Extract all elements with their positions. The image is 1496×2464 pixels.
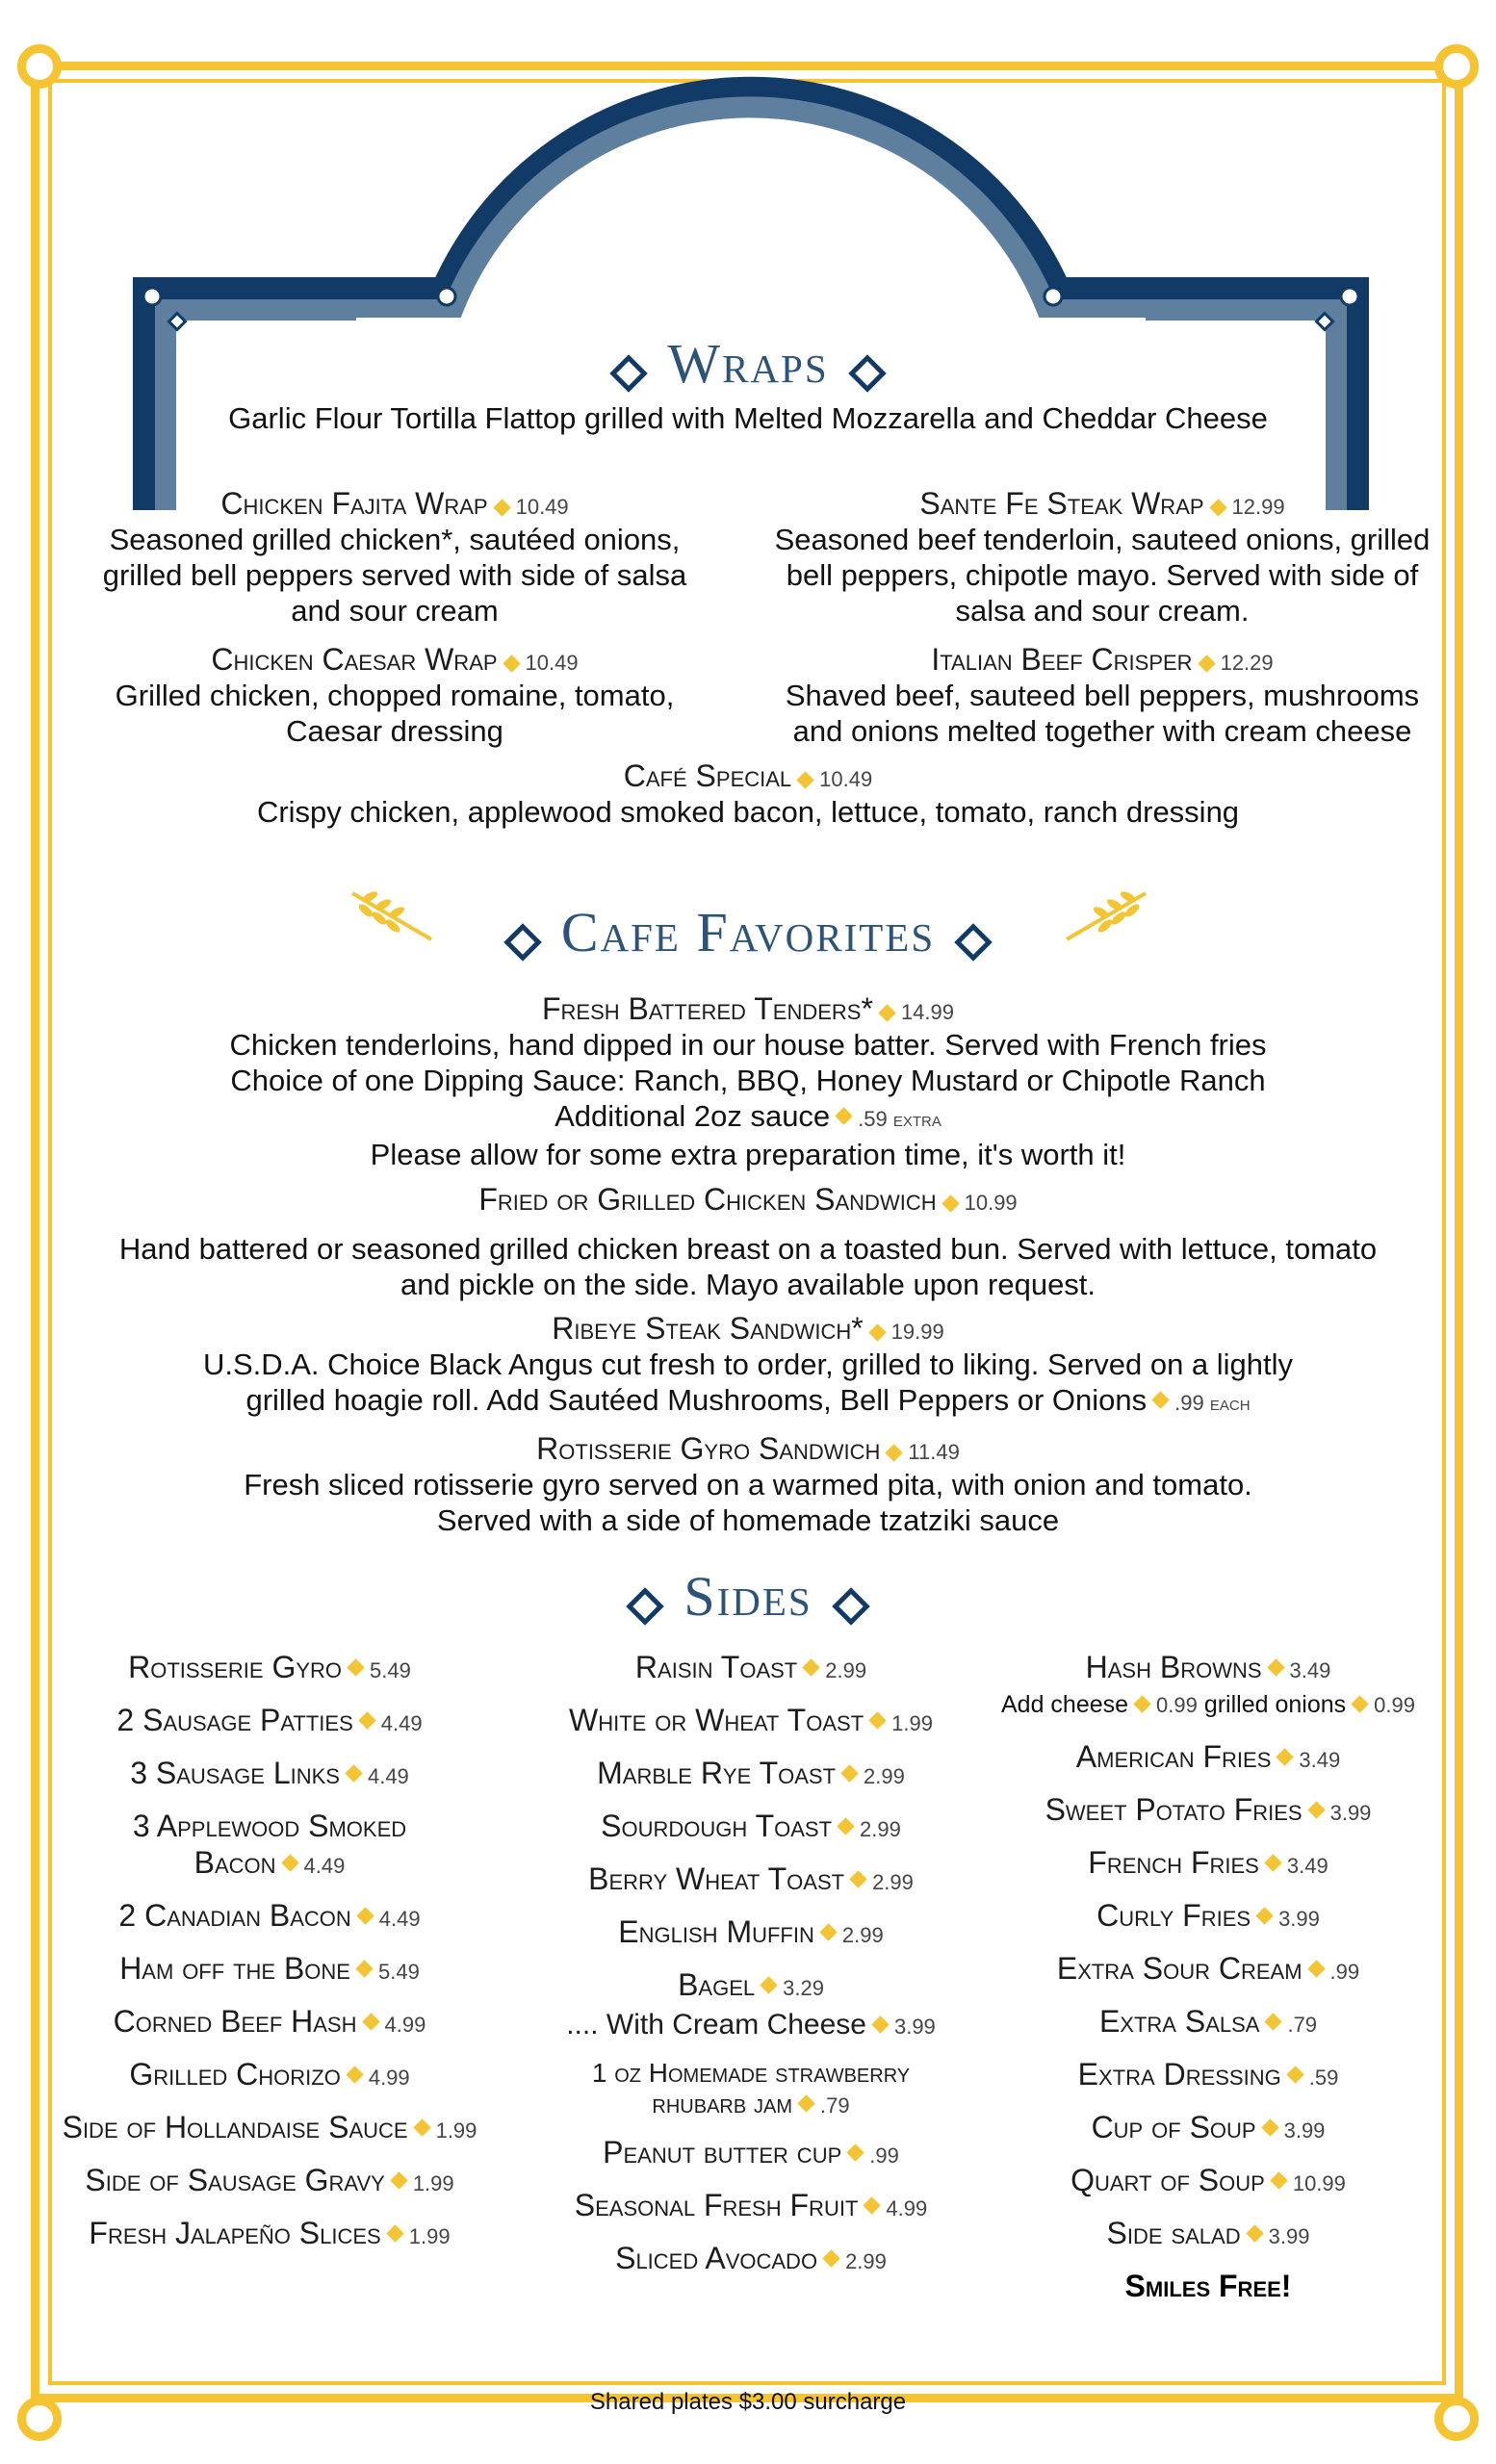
item-price: 11.49 bbox=[908, 1440, 960, 1464]
item-price: .59 extra bbox=[858, 1107, 941, 1131]
diamond-icon bbox=[797, 2094, 814, 2112]
sides-column-2 bbox=[539, 1649, 963, 2293]
diamond-icon bbox=[355, 1960, 373, 1977]
item-name: Sante Fe Steak Wrap bbox=[919, 486, 1204, 521]
list-item: Marble Rye Toast 2.99 bbox=[597, 1756, 905, 1790]
menu-item bbox=[0, 758, 1496, 830]
item-price: 10.99 bbox=[964, 1191, 1018, 1215]
item-name: Café Special bbox=[623, 758, 792, 793]
diamond-icon bbox=[941, 1195, 959, 1213]
sides-column-3 bbox=[972, 1649, 1444, 2317]
list-item: Grilled Chorizo 4.99 bbox=[129, 2057, 410, 2092]
list-item: Rotisserie Gyro 5.49 bbox=[128, 1650, 411, 1684]
diamond-icon bbox=[871, 2015, 889, 2033]
list-item: 2 Canadian Bacon 4.49 bbox=[118, 1898, 421, 1933]
item-description: Please allow for some extra preparation time, it's worth it! bbox=[370, 1138, 1126, 1171]
diamond-icon bbox=[1264, 1854, 1281, 1871]
list-item: .... With Cream Cheese 3.99 bbox=[566, 2009, 936, 2040]
diamond-icon bbox=[848, 355, 887, 394]
list-item: Extra Sour Cream .99 bbox=[1056, 1951, 1360, 1986]
diamond-icon bbox=[837, 1817, 854, 1835]
list-item: Sweet Potato Fries 3.99 bbox=[1045, 1792, 1372, 1827]
diamond-icon bbox=[356, 1907, 374, 1924]
item-price: 10.49 bbox=[819, 767, 873, 791]
list-item: American Fries 3.49 bbox=[1075, 1739, 1341, 1774]
diamond-icon bbox=[358, 1711, 375, 1729]
diamond-icon bbox=[832, 1588, 870, 1627]
diamond-icon bbox=[1151, 1392, 1169, 1409]
hash-browns-addons: Add cheese 0.99 grilled onions 0.99 bbox=[1001, 1691, 1415, 1718]
diamond-icon bbox=[1255, 1907, 1273, 1924]
diamond-icon bbox=[822, 2249, 839, 2267]
list-item: 1 oz Homemade strawberry rhubarb jam .79 bbox=[591, 2058, 911, 2118]
list-item: 2 Sausage Patties 4.49 bbox=[116, 1703, 423, 1737]
item-price: 10.49 bbox=[525, 651, 579, 675]
item-price: 14.99 bbox=[900, 1000, 954, 1024]
list-item: Fresh Jalapeño Slices 1.99 bbox=[89, 2216, 451, 2250]
wraps-subtitle: Garlic Flour Tortilla Flattop grilled with Melted Mozzarella and Cheddar Cheese bbox=[228, 401, 1268, 435]
diamond-icon bbox=[1198, 655, 1215, 673]
item-name: Italian Beef Crisper bbox=[931, 642, 1193, 677]
diamond-icon bbox=[281, 1854, 298, 1871]
item-description: Crispy chicken, applewood smoked bacon, lettuce, tomato, ranch dressing bbox=[256, 795, 1240, 829]
list-item: Peanut butter cup .99 bbox=[603, 2135, 899, 2169]
item-name: Fried or Grilled Chicken Sandwich bbox=[478, 1182, 937, 1217]
smiles-free-note: Smiles Free! bbox=[1124, 2269, 1292, 2303]
item-description: Served with a side of homemade tzatziki sauce bbox=[436, 1503, 1060, 1537]
sides-column-1 bbox=[58, 1649, 481, 2268]
diamond-icon bbox=[760, 1976, 777, 1993]
menu-item bbox=[761, 642, 1444, 749]
diamond-icon bbox=[1351, 1695, 1368, 1712]
diamond-icon bbox=[386, 2224, 403, 2242]
diamond-icon bbox=[503, 655, 520, 673]
list-item: 3 Sausage Links 4.49 bbox=[130, 1756, 409, 1790]
item-description: Shaved beef, sauteed bell peppers, mushrooms and onions melted together with cream cheese bbox=[785, 679, 1420, 748]
list-item: Hash Browns 3.49 bbox=[1085, 1650, 1331, 1684]
list-item: Cup of Soup 3.99 bbox=[1091, 2110, 1326, 2144]
list-item: 3 Applewood Smoked Bacon 4.49 bbox=[132, 1809, 407, 1880]
list-item: Berry Wheat Toast 2.99 bbox=[588, 1861, 914, 1896]
sides-heading: Sides bbox=[0, 1564, 1496, 1630]
diamond-icon bbox=[954, 924, 993, 962]
diamond-icon bbox=[1265, 2013, 1282, 2030]
diamond-icon bbox=[796, 772, 813, 789]
list-item: Quart of Soup 10.99 bbox=[1070, 2163, 1346, 2197]
item-name: Rotisserie Gyro Sandwich bbox=[536, 1431, 881, 1466]
diamond-icon bbox=[390, 2171, 407, 2189]
item-price: 10.49 bbox=[515, 495, 569, 519]
list-item: Bagel 3.29 bbox=[678, 1967, 824, 2002]
diamond-icon bbox=[1286, 2066, 1303, 2083]
item-description: and pickle on the side. Mayo available upon request. bbox=[400, 1268, 1096, 1301]
diamond-icon bbox=[1267, 1658, 1284, 1676]
diamond-icon bbox=[627, 1588, 665, 1627]
list-item: Extra Dressing .59 bbox=[1077, 2057, 1339, 2092]
diamond-icon bbox=[868, 1324, 886, 1342]
diamond-icon bbox=[1133, 1695, 1150, 1712]
diamond-icon bbox=[347, 1658, 364, 1676]
diamond-icon bbox=[835, 1108, 852, 1125]
item-description: Chicken tenderloins, hand dipped in our house batter. Served with French fries bbox=[229, 1028, 1267, 1062]
diamond-icon bbox=[503, 924, 542, 962]
menu-item bbox=[0, 1431, 1496, 1538]
diamond-icon bbox=[413, 2118, 430, 2136]
item-name: Fresh Battered Tenders* bbox=[541, 991, 873, 1026]
menu-item bbox=[77, 486, 712, 629]
list-item: Side of Sausage Gravy 1.99 bbox=[85, 2163, 454, 2197]
list-item: Side of Hollandaise Sauce 1.99 bbox=[62, 2110, 477, 2144]
list-item: Corned Beef Hash 4.99 bbox=[113, 2004, 426, 2039]
list-item: Seasonal Fresh Fruit 4.99 bbox=[574, 2188, 928, 2222]
menu-item bbox=[96, 642, 693, 749]
item-description: grilled hoagie roll. Add Sautéed Mushrooms, Bell Peppers or Onions bbox=[245, 1383, 1148, 1417]
menu-item bbox=[770, 486, 1434, 629]
item-description: Hand battered or seasoned grilled chicken breast on a toasted bun. Served with lettuce, tomato bbox=[118, 1232, 1378, 1266]
list-item: Side salad 3.99 bbox=[1106, 2216, 1310, 2250]
list-item: White or Wheat Toast 1.99 bbox=[569, 1703, 933, 1737]
item-price: 19.99 bbox=[890, 1320, 944, 1344]
diamond-icon bbox=[1277, 1748, 1294, 1765]
item-name: Chicken Caesar Wrap bbox=[211, 642, 498, 677]
diamond-icon bbox=[1307, 1960, 1325, 1977]
diamond-icon bbox=[1270, 2171, 1287, 2189]
item-description: Fresh sliced rotisserie gyro served on a warmed pita, with onion and tomato. bbox=[244, 1468, 1252, 1502]
diamond-icon bbox=[878, 1005, 895, 1022]
list-item: Ham off the Bone 5.49 bbox=[119, 1951, 420, 1986]
item-name: Ribeye Steak Sandwich* bbox=[552, 1311, 864, 1346]
diamond-icon bbox=[840, 1764, 858, 1782]
arch-decoration bbox=[0, 0, 1496, 539]
diamond-icon bbox=[346, 2066, 363, 2083]
diamond-icon bbox=[345, 1764, 362, 1782]
diamond-icon bbox=[610, 355, 649, 394]
diamond-icon bbox=[868, 1711, 886, 1729]
list-item: French Fries 3.49 bbox=[1088, 1845, 1328, 1880]
item-name: Chicken Fajita Wrap bbox=[220, 486, 488, 521]
diamond-icon bbox=[1246, 2224, 1263, 2242]
diamond-icon bbox=[493, 500, 510, 517]
list-item: English Muffin 2.99 bbox=[618, 1914, 884, 1949]
wraps-heading: Wraps bbox=[0, 331, 1496, 397]
diamond-icon bbox=[362, 2013, 379, 2030]
item-price: .99 each bbox=[1174, 1391, 1251, 1415]
item-description: U.S.D.A. Choice Black Angus cut fresh to order, grilled to liking. Served on a lightly bbox=[202, 1348, 1294, 1381]
diamond-icon bbox=[1261, 2118, 1278, 2136]
cafe-favorites-heading: Cafe Favorites bbox=[0, 900, 1496, 965]
diamond-icon bbox=[886, 1445, 903, 1462]
list-item: Sourdough Toast 2.99 bbox=[601, 1809, 901, 1843]
menu-item bbox=[0, 991, 1496, 1172]
diamond-icon bbox=[819, 1923, 837, 1940]
diamond-icon bbox=[803, 1658, 820, 1676]
item-description: Grilled chicken, chopped romaine, tomato, Caesar dressing bbox=[115, 679, 675, 748]
item-description: Additional 2oz sauce bbox=[555, 1099, 831, 1133]
menu-item bbox=[0, 1311, 1496, 1421]
item-description: Choice of one Dipping Sauce: Ranch, BBQ, Honey Mustard or Chipotle Ranch bbox=[230, 1064, 1266, 1097]
item-description: Seasoned beef tenderloin, sauteed onions, grilled bell peppers, chipotle mayo. Served with side of salsa and sour cream. bbox=[774, 523, 1431, 628]
list-item: Raisin Toast 2.99 bbox=[634, 1650, 867, 1684]
list-item: Extra Salsa .79 bbox=[1098, 2004, 1318, 2039]
item-price: 12.99 bbox=[1231, 495, 1285, 519]
diamond-icon bbox=[864, 2196, 881, 2214]
list-item: Sliced Avocado 2.99 bbox=[615, 2241, 887, 2275]
item-price: 12.29 bbox=[1220, 651, 1274, 675]
item-description: Seasoned grilled chicken*, sautéed onions, grilled bell peppers served with side of salsa and sour cream bbox=[102, 523, 687, 628]
menu-item bbox=[0, 1182, 1496, 1302]
list-item: Curly Fries 3.99 bbox=[1096, 1898, 1320, 1933]
diamond-icon bbox=[1307, 1801, 1325, 1818]
diamond-icon bbox=[1209, 500, 1226, 517]
shared-plates-note: Shared plates $3.00 surcharge bbox=[589, 2389, 907, 2415]
diamond-icon bbox=[849, 1870, 866, 1887]
diamond-icon bbox=[847, 2143, 864, 2161]
